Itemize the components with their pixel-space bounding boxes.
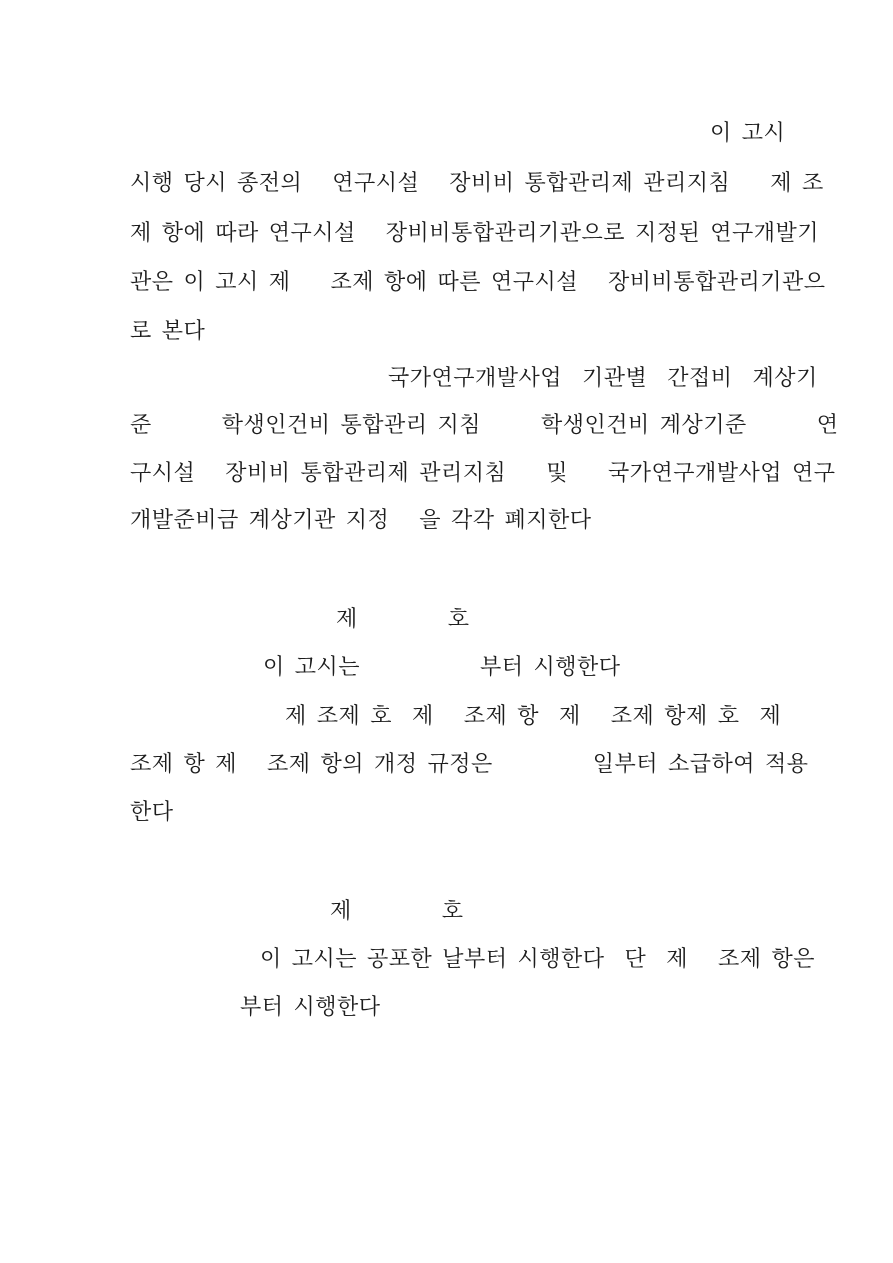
doc-line-3: 제 항에 따라 연구시설 장비비통합관리기관으로 지정된 연구개발기 — [130, 220, 820, 245]
doc-line-6: 국가연구개발사업 기관별 간접비 계상기 — [388, 365, 818, 390]
doc-line-7: 준 학생인건비 통합관리 지침 학생인건비 계상기준 연 — [130, 412, 839, 437]
doc-line-1: 이 고시 — [710, 120, 786, 145]
doc-line-17: 부터 시행한다 — [240, 994, 381, 1019]
doc-line-2: 시행 당시 종전의 연구시설 장비비 통합관리제 관리지침 제 조 — [130, 170, 824, 195]
doc-line-9: 개발준비금 계상기관 지정 을 각각 폐지한다 — [130, 507, 592, 532]
doc-line-10-article-heading: 제 호 — [336, 606, 470, 631]
doc-line-14: 한다 — [130, 799, 174, 824]
doc-line-13: 조제 항 제 조제 항의 개정 규정은 일부터 소급하여 적용 — [130, 751, 809, 776]
doc-line-4: 관은 이 고시 제 조제 항에 따른 연구시설 장비비통합관리기관으 — [130, 269, 826, 294]
doc-line-11: 이 고시는 부터 시행한다 — [263, 654, 621, 679]
doc-line-15-article-heading: 제 호 — [330, 898, 464, 923]
doc-line-12: 제 조제 호 제 조제 항 제 조제 항제 호 제 — [285, 703, 782, 728]
doc-line-5: 로 본다 — [130, 318, 206, 343]
doc-line-8: 구시설 장비비 통합관리제 관리지침 및 국가연구개발사업 연구 — [130, 460, 836, 485]
doc-line-16: 이 고시는 공포한 날부터 시행한다 단 제 조제 항은 — [260, 946, 816, 971]
